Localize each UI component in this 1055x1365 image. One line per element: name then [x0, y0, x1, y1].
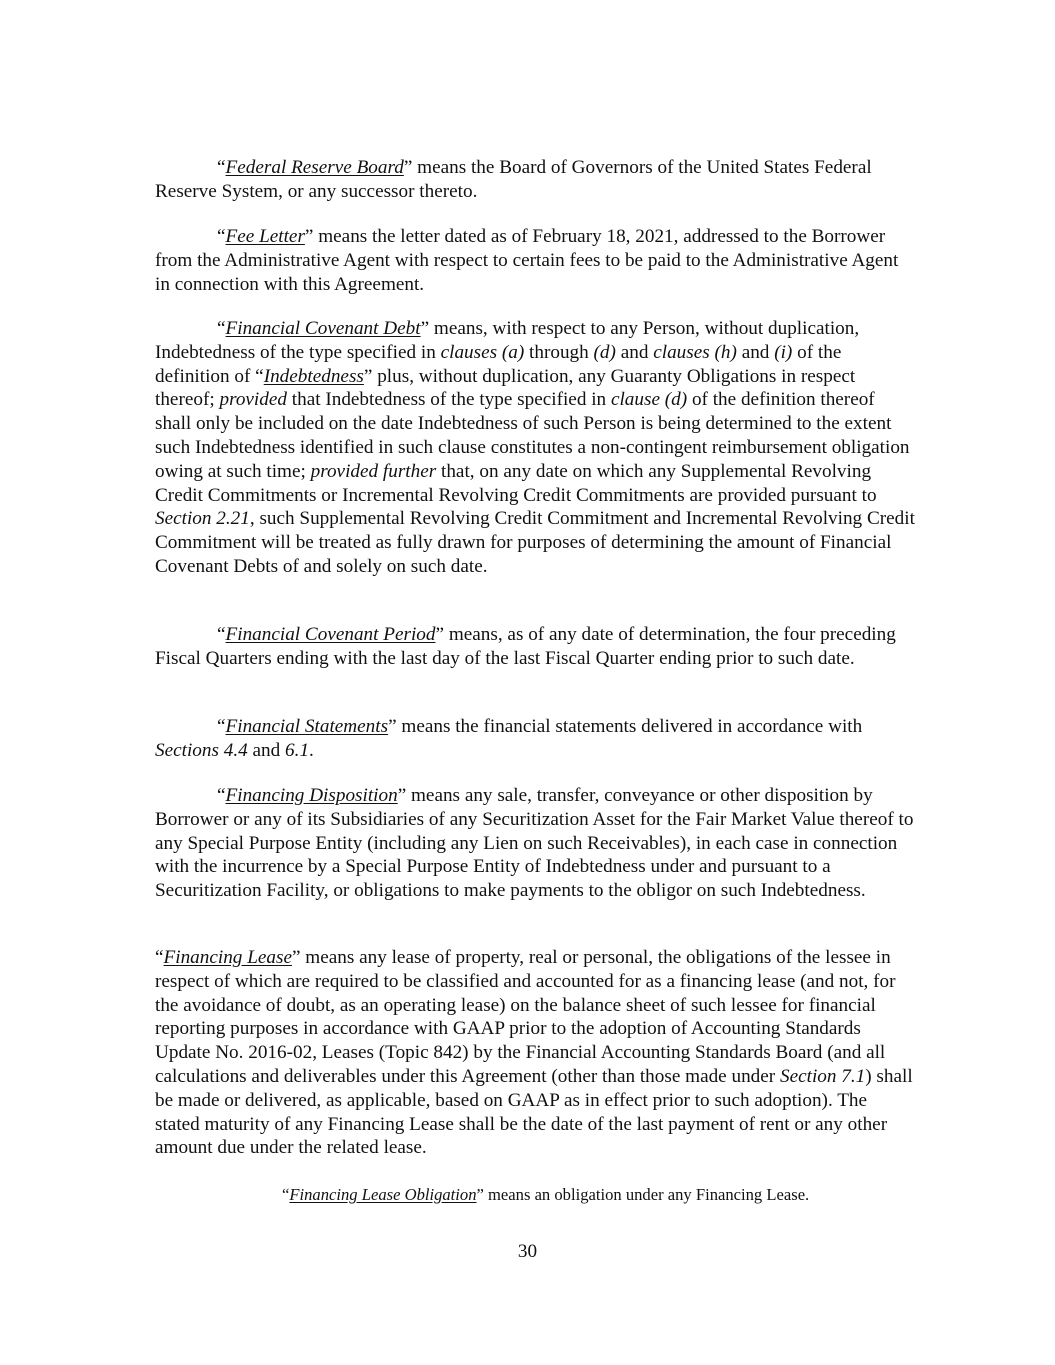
defined-term: Indebtedness	[263, 365, 364, 387]
definition-financing-disposition: “Financing Disposition” means any sale, transfer, conveyance or other disposition by Borrower or any of its Subsidiaries of any Securitization Asset for the Fair Market Value thereof to any Special Purpose Entity (including any Lien on such Receivables), in each case in connection with the incurrence by a Special Purpose Entity of Indebtedness under and pursuant to a Securitization Facility, or obligations to make payments to the obligor on such Indebtedness.	[155, 785, 914, 902]
defined-term: Fee Letter	[225, 226, 305, 247]
definition-financing-lease-obligation: “Financing Lease Obligation” means an obligation under any Financing Lease.	[282, 1185, 810, 1204]
definition-fee-letter: “Fee Letter” means the letter dated as of February 18, 2021, addressed to the Borrower from the Administrative Agent with respect to certain fees to be paid to the Administrative Agent in connection with this Agreement.	[155, 226, 899, 295]
definition-financial-covenant-debt: “Financial Covenant Debt” means, with respect to any Person, without duplication, Indebtedness of the type specified in clauses (a) through (d) and clauses (h) and (i) of the definition of “Indebtedness” plus, without duplication, any Guaranty Obligations in respect thereof; provided that Indebtedness of the type specified in clause (d) of the definition thereof shall only be included on the date Indebtedness of such Person is being determined to the extent such Indebtedness identified in such clause constitutes a non-contingent reimbursement obligation owing at such time; provided further that, on any date on which any Supplemental Revolving Credit Commitments or Incremental Revolving Credit Commitments are provided pursuant to Section 2.21, such Supplemental Revolving Credit Commitment and Incremental Revolving Credit Commitment will be treated as fully drawn for purposes of determining the amount of Financial Covenant Debts of and solely on such date.	[155, 318, 915, 577]
definition-financial-covenant-period: “Financial Covenant Period” means, as of any date of determination, the four preceding Fiscal Quarters ending with the last day of the last Fiscal Quarter ending prior to such date.	[155, 624, 896, 669]
page-number: 30	[517, 1241, 538, 1262]
definition-financing-lease: “Financing Lease” means any lease of property, real or personal, the obligations of the lessee in respect of which are required to be classified and accounted for as a financing lease (and not, for the avoidance of doubt, as an operating lease) on the balance sheet of such lessee for financial reporting purposes in accordance with GAAP prior to the adoption of Accounting Standards Update No. 2016-02, Leases (Topic 842) by the Financial Accounting Standards Board (and all calculations and deliverables under this Agreement (other than those made under Section 7.1) shall be made or delivered, as applicable, based on GAAP as in effect prior to such adoption). The stated maturity of any Financing Lease shall be the date of the last payment of rent or any other amount due under the related lease.	[155, 947, 913, 1159]
defined-term: Financing Disposition	[225, 785, 398, 806]
defined-term: Financing Lease Obligation	[289, 1185, 477, 1204]
defined-term: Financial Statements	[225, 716, 389, 737]
defined-term: Financial Covenant Period	[225, 624, 436, 645]
definition-financial-statements: “Financial Statements” means the financial statements delivered in accordance with Sections 4.4 and 6.1.	[155, 716, 863, 761]
defined-term: Federal Reserve Board	[225, 157, 404, 178]
definition-federal-reserve-board: “Federal Reserve Board” means the Board of Governors of the United States Federal Reserve System, or any successor thereto.	[155, 157, 872, 202]
defined-term: Financing Lease	[163, 947, 292, 968]
defined-term: Financial Covenant Debt	[225, 318, 421, 339]
